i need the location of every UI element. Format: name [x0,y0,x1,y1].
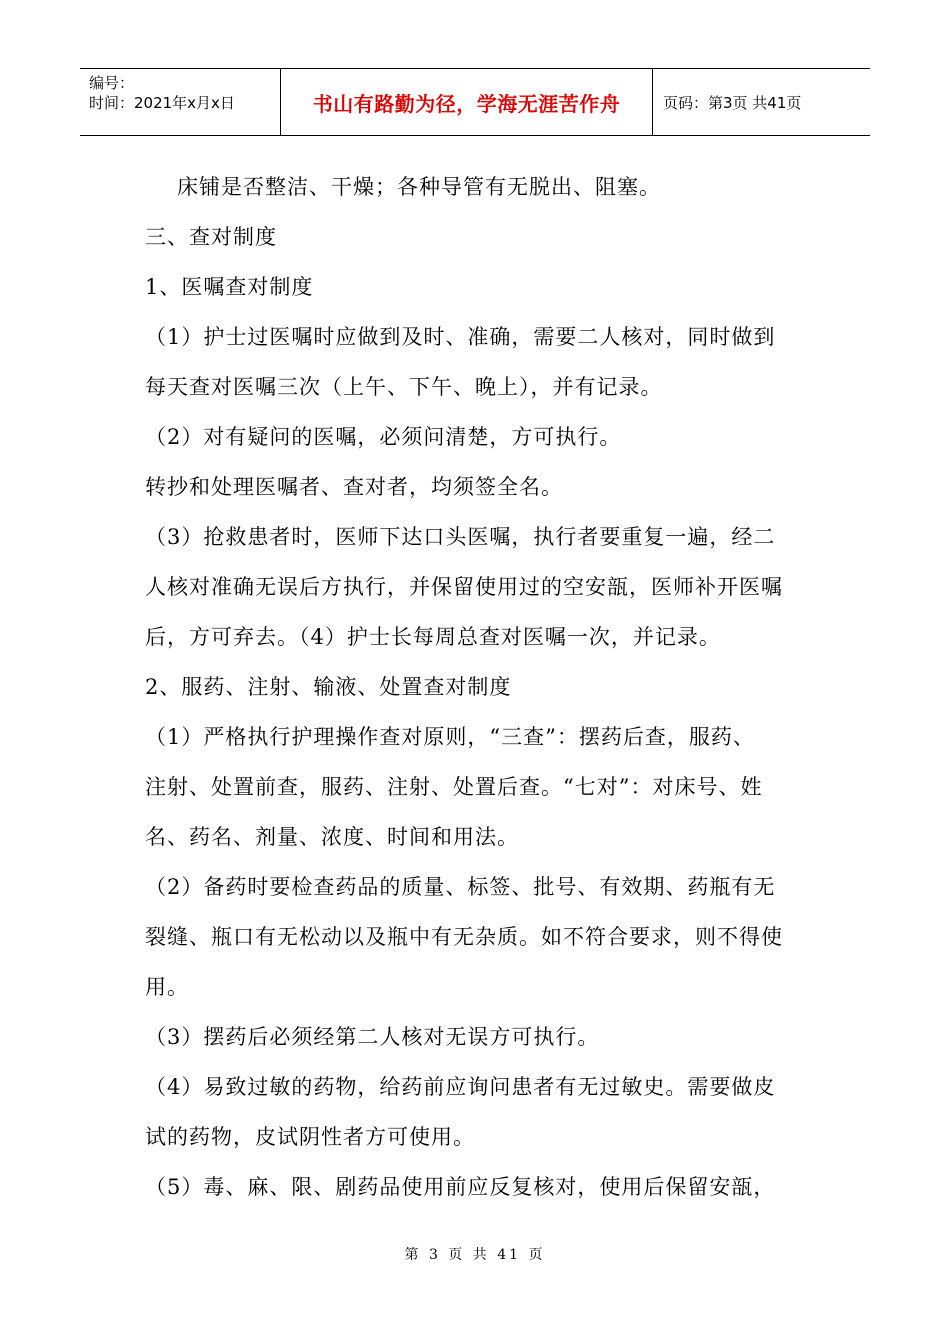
body-line: 裂缝、瓶口有无松动以及瓶中有无杂质。如不符合要求，则不得使 [145,925,783,949]
body-line: （3）抢救患者时，医师下达口头医嘱，执行者要重复一遍，经二 [145,525,776,549]
page-footer: 第 3 页 共 41 页 [404,1247,546,1263]
subsection-heading: 1、医嘱查对制度 [145,275,314,299]
body-line: （2）对有疑问的医嘱，必须问清楚，方可执行。 [145,425,622,449]
body-line: 转抄和处理医嘱者、查对者，均须签全名。 [145,475,563,499]
body-line: 人核对准确无误后方执行，并保留使用过的空安瓿，医师补开医嘱 [145,575,783,599]
document-header [80,68,870,136]
body-line: 用。 [145,975,189,999]
body-line: 名、药名、剂量、浓度、时间和用法。 [145,825,519,849]
body-line: （1）严格执行护理操作查对原则，“三查”：摆药后查，服药、 [145,725,755,749]
section-heading: 三、查对制度 [145,225,277,249]
page-info: 页码：第3页 共41页 [663,93,802,112]
header-motto-cell [281,69,653,135]
body-line: 后，方可弃去。（4）护士长每周总查对医嘱一次，并记录。 [145,625,721,649]
body-line: （3）摆药后必须经第二人核对无误方可执行。 [145,1025,600,1049]
body-line: 床铺是否整洁、干燥；各种导管有无脱出、阻塞。 [177,175,661,199]
body-line: 试的药物，皮试阴性者方可使用。 [145,1125,475,1149]
body-line: （2）备药时要检查药品的质量、标签、批号、有效期、药瓶有无 [145,875,776,899]
subsection-heading: 2、服药、注射、输液、处置查对制度 [145,675,512,699]
body-line: 每天查对医嘱三次（上午、下午、晚上），并有记录。 [145,375,663,399]
serial-label: 编号： [89,74,135,92]
date-label: 时间：2021年x月x日 [89,94,235,112]
header-meta-cell [80,69,281,135]
body-line: （5）毒、麻、限、剧药品使用前应反复核对，使用后保留安瓿， [145,1175,776,1199]
header-page-cell [653,69,870,135]
motto-text: 书山有路勤为径，学海无涯苦作舟 [312,91,621,116]
body-line: （4）易致过敏的药物，给药前应询问患者有无过敏史。需要做皮 [145,1075,776,1099]
document-body [145,162,805,1212]
body-line: （1）护士过医嘱时应做到及时、准确，需要二人核对，同时做到 [145,325,776,349]
body-line: 注射、处置前查，服药、注射、处置后查。“七对”：对床号、姓 [145,775,763,799]
